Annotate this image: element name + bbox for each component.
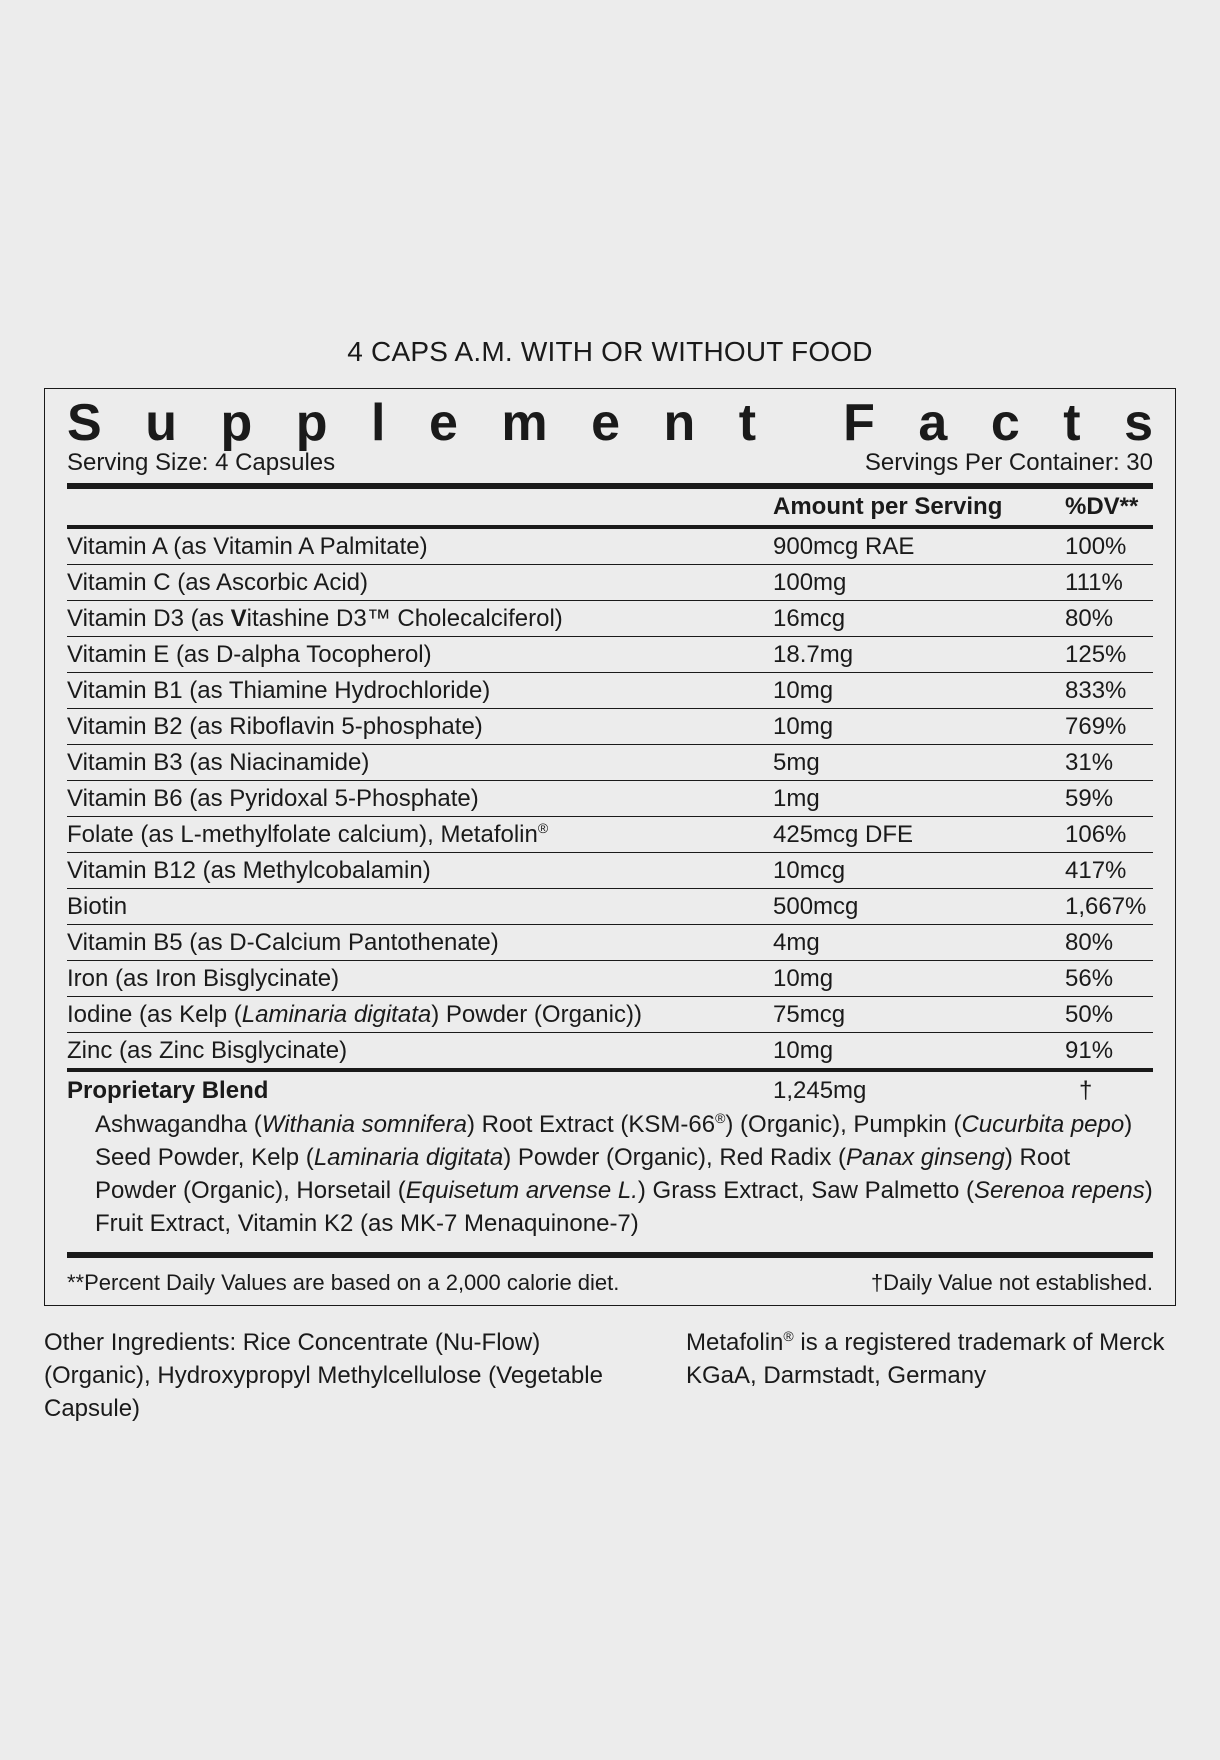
title-letter: e	[428, 394, 458, 452]
nutrient-amount: 4mg	[773, 929, 820, 956]
nutrient-name: Vitamin C (as Ascorbic Acid)	[67, 569, 368, 596]
table-row	[67, 673, 1153, 709]
title-letter: t	[738, 394, 757, 452]
title-letter: m	[501, 394, 548, 452]
nutrient-name: Vitamin B12 (as Methylcobalamin)	[67, 857, 431, 884]
nutrient-name: Vitamin B5 (as D-Calcium Pantothenate)	[67, 929, 499, 956]
nutrient-dv: 91%	[1065, 1037, 1114, 1064]
nutrient-amount: 1mg	[773, 785, 820, 812]
title-letter: n	[663, 394, 696, 452]
panel-inner	[67, 389, 1153, 1298]
footnote-dv: **Percent Daily Values are based on a 2,000 calorie diet.	[67, 1270, 620, 1295]
nutrient-dv: 769%	[1065, 713, 1127, 740]
table-row	[67, 637, 1153, 673]
nutrient-name: Iron (as Iron Bisglycinate)	[67, 965, 340, 992]
table-row	[67, 781, 1153, 817]
footnote-dagger: †Daily Value not established.	[870, 1270, 1153, 1295]
nutrient-amount: 10mg	[773, 1037, 834, 1064]
nutrient-dv: 1,667%	[1065, 893, 1147, 920]
nutrient-amount: 10mcg	[773, 857, 846, 884]
nutrient-amount: 16mcg	[773, 605, 846, 632]
footnotes	[67, 1268, 1153, 1298]
nutrient-name: Iodine (as Kelp (Laminaria digitata) Powder (Organic))	[67, 1001, 642, 1028]
title-letter: a	[918, 394, 948, 452]
nutrient-name: Vitamin D3 (as Vitashine D3™ Cholecalciferol)	[67, 605, 563, 632]
divider-medium	[67, 1068, 1153, 1072]
nutrient-dv: 80%	[1065, 605, 1114, 632]
nutrient-dv: 80%	[1065, 929, 1114, 956]
table-header	[67, 489, 1153, 525]
nutrient-dv: 50%	[1065, 1001, 1114, 1028]
nutrient-amount: 500mcg	[773, 893, 859, 920]
nutrient-amount: 10mg	[773, 965, 834, 992]
servings-per-container: Servings Per Container: 30	[864, 449, 1153, 476]
nutrient-dv: 56%	[1065, 965, 1114, 992]
nutrient-dv: 100%	[1065, 533, 1127, 560]
table-row	[67, 565, 1153, 601]
title-letter: p	[295, 394, 328, 452]
title-letter: e	[591, 394, 621, 452]
nutrient-name: Vitamin B2 (as Riboflavin 5-phosphate)	[67, 713, 483, 740]
nutrient-dv: 59%	[1065, 785, 1114, 812]
nutrient-name: Biotin	[67, 893, 128, 920]
table-row	[67, 529, 1153, 565]
nutrient-name: Vitamin B1 (as Thiamine Hydrochloride)	[67, 677, 491, 704]
nutrient-amount: 18.7mg	[773, 641, 854, 668]
serving-size: Serving Size: 4 Capsules	[67, 449, 336, 476]
title-letter: F	[843, 394, 875, 452]
trademark-notice: Metafolin® is a registered trademark of Merck KGaA, Darmstadt, Germany	[686, 1328, 1165, 1389]
title-letter: t	[1063, 394, 1081, 452]
table-row	[67, 601, 1153, 637]
table-row	[67, 1033, 1153, 1068]
blend-dv: †	[1079, 1077, 1093, 1104]
nutrient-amount: 5mg	[773, 749, 820, 776]
nutrient-name: Vitamin A (as Vitamin A Palmitate)	[67, 533, 428, 560]
blend-ingredients: Ashwagandha (Withania somnifera) Root Extract (KSM-66®) (Organic), Pumpkin (Cucurbita pepo) Seed Powder, Kelp (Laminaria digitata) Powder (Organic), Red Radix (Panax ginseng) Root Powder (Organic), Horsetail (Equisetum arvense L.) Grass Extract, Saw Palmetto (Serenoa repens) Fruit Extract, Vitamin K2 (as MK-7 Menaquinone-7)	[95, 1110, 1153, 1237]
proprietary-blend-row	[67, 1074, 1153, 1108]
blend-name: Proprietary Blend	[67, 1077, 269, 1104]
title-letter: s	[1124, 394, 1153, 452]
table-row	[67, 925, 1153, 961]
nutrient-table	[67, 529, 1153, 1068]
other-ingredients: Other Ingredients: Rice Concentrate (Nu-Flow) (Organic), Hydroxypropyl Methylcellulose (Vegetable Capsule)	[44, 1329, 603, 1422]
serving-info	[67, 449, 1153, 477]
table-row	[67, 817, 1153, 853]
nutrient-dv: 417%	[1065, 857, 1127, 884]
divider-thick	[67, 1252, 1153, 1258]
nutrient-amount: 100mg	[773, 569, 847, 596]
title-letter: S	[67, 394, 102, 452]
header-amount: Amount per Serving	[773, 493, 1003, 520]
usage-instruction: 4 CAPS A.M. WITH OR WITHOUT FOOD	[347, 336, 873, 367]
table-row	[67, 889, 1153, 925]
nutrient-dv: 31%	[1065, 749, 1114, 776]
panel-title	[67, 395, 1153, 451]
nutrient-dv: 111%	[1065, 569, 1123, 596]
nutrient-dv: 833%	[1065, 677, 1127, 704]
table-row	[67, 853, 1153, 889]
title-letter: l	[370, 394, 386, 452]
nutrient-amount: 900mcg RAE	[773, 533, 915, 560]
nutrient-name: Zinc (as Zinc Bisglycinate)	[67, 1037, 348, 1064]
title-letter: u	[145, 394, 177, 452]
nutrient-dv: 125%	[1065, 641, 1127, 668]
table-row	[67, 709, 1153, 745]
nutrient-amount: 10mg	[773, 713, 834, 740]
blend-amount: 1,245mg	[773, 1077, 867, 1104]
table-row	[67, 745, 1153, 781]
header-dv: %DV**	[1065, 493, 1139, 520]
title-letter: p	[220, 394, 253, 452]
nutrient-amount: 425mcg DFE	[773, 821, 914, 848]
nutrient-dv: 106%	[1065, 821, 1127, 848]
table-row	[67, 961, 1153, 997]
nutrient-name: Vitamin E (as D-alpha Tocopherol)	[67, 641, 432, 668]
title-letter: c	[990, 394, 1020, 452]
nutrient-name: Vitamin B6 (as Pyridoxal 5-Phosphate)	[67, 785, 479, 812]
supplement-facts-panel	[44, 388, 1176, 1306]
nutrient-amount: 75mcg	[773, 1001, 846, 1028]
nutrient-name: Folate (as L-methylfolate calcium), Metafolin®	[67, 820, 549, 848]
table-row	[67, 997, 1153, 1033]
nutrient-name: Vitamin B3 (as Niacinamide)	[67, 749, 370, 776]
nutrient-amount: 10mg	[773, 677, 834, 704]
